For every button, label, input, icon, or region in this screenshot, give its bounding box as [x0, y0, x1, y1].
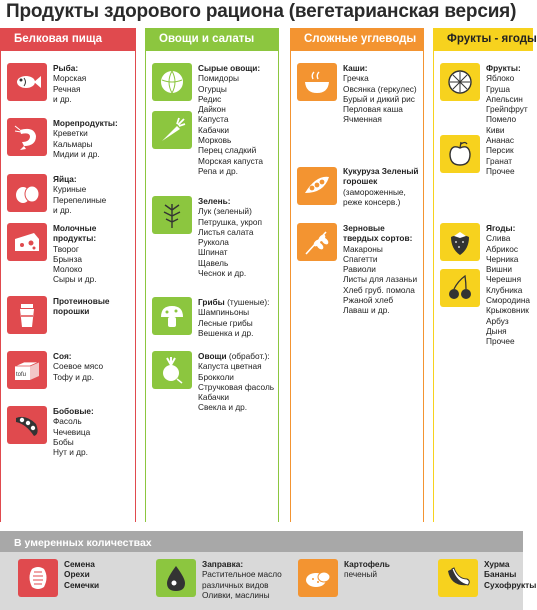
entry-line: Куриные: [53, 184, 87, 195]
entry-line: Морская: [53, 73, 87, 84]
entry-line: Шпинат: [198, 247, 228, 258]
column-fruits: [433, 28, 537, 522]
entry-title: Молочные продукты:: [53, 223, 97, 244]
entry-line: Ячменная: [343, 114, 382, 125]
entry-line: Щавель: [198, 257, 229, 268]
entry-line: Арбуз: [486, 315, 509, 326]
entry-line: Крыжовник: [486, 305, 529, 316]
entry-title: Зерновые твердых сортов:: [343, 223, 413, 244]
entry-line: Нут и др.: [53, 447, 88, 458]
entry-line: Дайкон: [198, 104, 226, 115]
entry-line: Тофу и др.: [53, 371, 94, 382]
entry-line: Лесные грибы: [198, 317, 253, 328]
column-protein: [0, 28, 136, 522]
entry-line: Листы для лазаньи: [343, 274, 418, 285]
cherry-icon: [445, 273, 475, 303]
entry-line: Черешня: [486, 274, 522, 285]
entry-line: Морковь: [198, 135, 232, 146]
entry-line: Слива: [486, 233, 511, 244]
entry-line: Помело: [486, 114, 517, 125]
entry-line: Репа и др.: [198, 165, 238, 176]
entry-line: Руккола: [198, 237, 229, 248]
entry-line: Стручковая фасоль: [198, 381, 275, 392]
entry-line: Помидоры: [198, 73, 239, 84]
column-header-carbs: Сложные углеводы: [290, 28, 424, 51]
entry-title: Кукуруза Зеленый горошек: [343, 166, 419, 187]
entry-line: Капуста цветная: [198, 361, 262, 372]
moderate-section: В умеренных количествах Семена Орехи Семечки Заправка: Растительное масло различных видов Оливки, маслины Картофель печеный Хурма Бананы Сухофрукты: [0, 531, 523, 610]
entry-line: Черника: [486, 253, 519, 264]
entry-line: Творог: [53, 243, 79, 254]
entry-line: Вешенка и др.: [198, 327, 254, 338]
entry-note: (обработ.):: [226, 351, 270, 361]
entry-line: Брокколи: [198, 371, 234, 382]
entry-title: Рыба:: [53, 63, 79, 73]
page-title: Продукты здорового рациона (вегетарианская версия): [6, 1, 517, 22]
entry-line: Хлеб груб. помола: [343, 284, 415, 295]
entry-title: Грибы: [198, 297, 225, 307]
moderate-section-title: В умеренных количествах: [14, 537, 152, 549]
entry-title: Яйца:: [53, 174, 77, 184]
entry-line: Перловая каша: [343, 104, 403, 115]
entry-line: Ананас: [486, 135, 515, 146]
entry-line: Морская капуста: [198, 155, 264, 166]
wheat-icon: [302, 227, 332, 257]
protein-shaker-icon: [12, 300, 42, 330]
entry-line: Лаваш и др.: [343, 305, 390, 316]
entry-line: Прочее: [486, 165, 515, 176]
entry-line: Креветки: [53, 128, 88, 139]
entry-line: Вишни: [486, 264, 513, 275]
entry-line: Сыры и др.: [53, 274, 97, 285]
entry-title: Бобовые:: [53, 406, 94, 416]
tofu-box-icon: [12, 355, 42, 385]
entry-line: Соевое мясо: [53, 361, 104, 372]
entry-line: Груша: [486, 83, 510, 94]
mushroom-icon: [157, 301, 187, 331]
eggs-icon: [12, 178, 42, 208]
entry-line: Бурый и дикий рис: [343, 93, 415, 104]
herbs-icon: [157, 200, 187, 230]
entry-line: Бобы: [53, 436, 74, 447]
entry-line: Ржаной хлеб: [343, 295, 394, 306]
entry-title: Ягоды:: [486, 223, 516, 233]
beans-icon: [12, 410, 42, 440]
entry-line: и др.: [53, 204, 72, 215]
entry-title: Зелень:: [198, 196, 231, 206]
strawberry-icon: [445, 227, 475, 257]
column-header-vegetables: Овощи и салаты: [145, 28, 279, 51]
entry-line: Прочее: [486, 336, 515, 347]
entry-line: Апельсин: [486, 93, 523, 104]
entry-line: Гранат: [486, 155, 513, 166]
shrimp-icon: [12, 122, 42, 152]
entry-line: Перец сладкий: [198, 145, 257, 156]
potato-icon: [303, 563, 333, 593]
beet-icon: [157, 355, 187, 385]
entry-line: Дыня: [486, 325, 507, 336]
entry-line: Брынза: [53, 253, 83, 264]
entry-line: Макароны: [343, 243, 383, 254]
entry-note: (тушеные):: [224, 297, 270, 307]
entry-line: Киви: [486, 124, 505, 135]
entry-line: Клубника: [486, 284, 523, 295]
fish-icon: [12, 67, 42, 97]
column-carbs: [290, 28, 424, 522]
entry-line: Кабачки: [198, 392, 230, 403]
entry-title-line: [198, 351, 276, 361]
entry-line: Чечевица: [53, 426, 91, 437]
entry-line: Гречка: [343, 73, 369, 84]
column-header-protein: Белковая пища: [0, 28, 136, 51]
entry-title: Фрукты:: [486, 63, 521, 73]
entry-line: Овсянка (геркулес): [343, 83, 417, 94]
column-vegetables: [145, 28, 279, 522]
entry-line: Персик: [486, 145, 514, 156]
entry-title: Сырые овощи:: [198, 63, 261, 73]
entry-title: Морепродукты:: [53, 118, 118, 128]
entry-line: Мидии и др.: [53, 148, 100, 159]
entry-line: Свекла и др.: [198, 402, 248, 413]
carrot-icon: [157, 115, 187, 145]
entry-title: Протеиновые порошки: [53, 296, 110, 317]
apple-icon: [445, 139, 475, 169]
entry-line: Редис: [198, 93, 222, 104]
entry-line: Речная: [53, 83, 81, 94]
entry-line: Петрушка, укроп: [198, 216, 262, 227]
pea-pod-icon: [302, 171, 332, 201]
orange-slice-icon: [445, 67, 475, 97]
entry-line: (замороженные,: [343, 186, 406, 197]
entry-line: Огурцы: [198, 83, 227, 94]
entry-line: Лук (зеленый): [198, 206, 252, 217]
oil-drop-icon: [161, 563, 191, 593]
entry-line: Капуста: [198, 114, 229, 125]
entry-line: Грейпфрут: [486, 104, 528, 115]
entry-title-line: [198, 297, 276, 307]
entry-line: Листья салата: [198, 226, 254, 237]
porridge-bowl-icon: [302, 67, 332, 97]
entry-line: Шампиньоны: [198, 307, 250, 318]
entry-line: реже консерв.): [343, 196, 401, 207]
entry-title: Соя:: [53, 351, 72, 361]
entry-line: Равиоли: [343, 264, 376, 275]
entry-line: и др.: [53, 93, 72, 104]
entry-line: Перепелиные: [53, 194, 107, 205]
entry-line: Кальмары: [53, 138, 93, 149]
entry-line: Спагетти: [343, 253, 378, 264]
entry-line: Чеснок и др.: [198, 268, 247, 279]
entry-title: Каши:: [343, 63, 368, 73]
banana-icon: [443, 563, 473, 593]
entry-line: Яблоко: [486, 73, 515, 84]
cabbage-icon: [157, 67, 187, 97]
entry-line: Смородина: [486, 295, 531, 306]
entry-line: Фасоль: [53, 416, 82, 427]
cheese-icon: [12, 227, 42, 257]
svg-text:tofu: tofu: [16, 372, 27, 378]
entry-title: Овощи: [198, 351, 227, 361]
nuts-seeds-icon: [23, 563, 53, 593]
column-header-fruits: Фрукты - ягоды: [433, 28, 533, 51]
entry-line: Абрикос: [486, 243, 519, 254]
entry-line: Молоко: [53, 264, 83, 275]
entry-line: Кабачки: [198, 124, 230, 135]
